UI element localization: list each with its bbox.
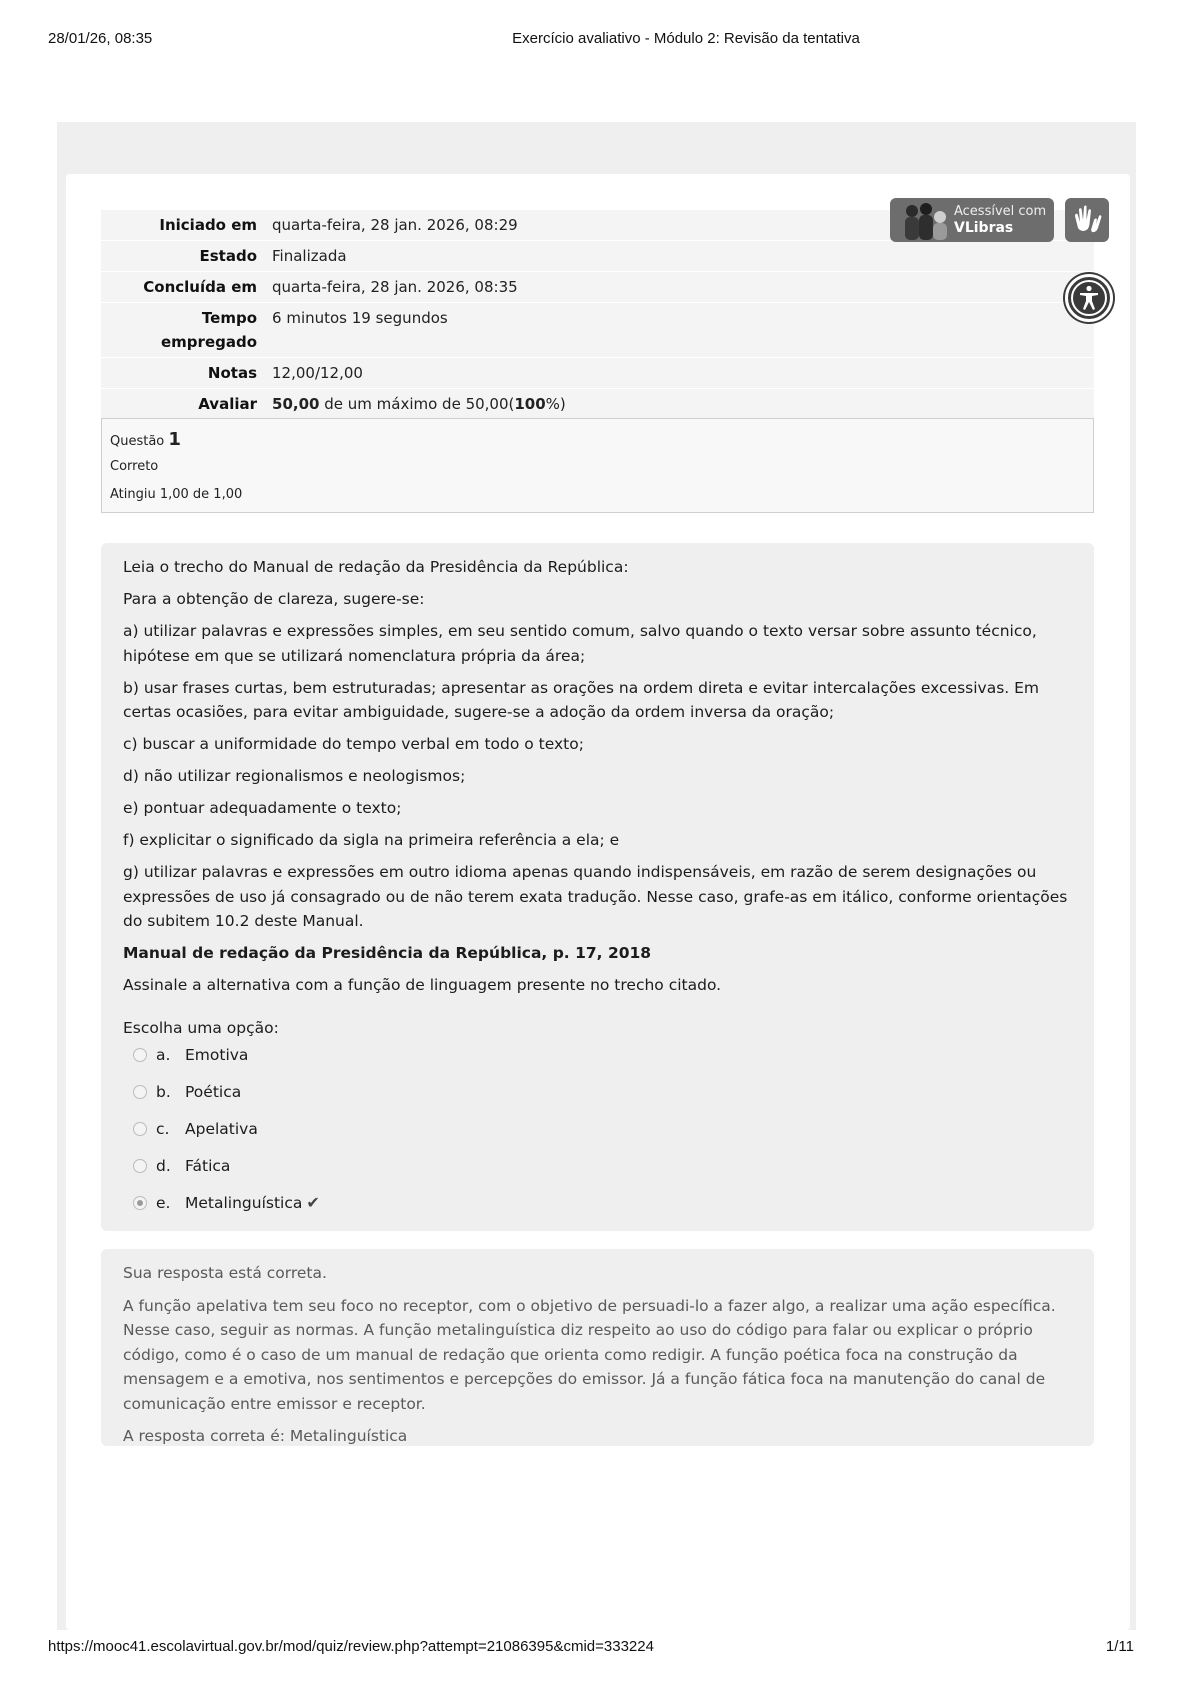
summary-row-grade <box>101 389 1094 420</box>
summary-key: Notas <box>101 358 264 389</box>
print-title: Exercício avaliativo - Módulo 2: Revisão da tentativa <box>512 30 860 47</box>
option-label: Poética <box>185 1082 242 1101</box>
vlibras-button[interactable] <box>890 198 1054 242</box>
option-letter: c. <box>156 1119 170 1138</box>
accessibility-icon <box>1068 277 1110 319</box>
option-b[interactable] <box>123 1077 1072 1114</box>
option-radio[interactable] <box>133 1159 147 1173</box>
summary-key: Concluída em <box>101 272 264 303</box>
vlibras-line1: Acessível com <box>954 204 1047 219</box>
question-paragraph: b) usar frases curtas, bem estruturadas; apresentar as orações na ordem direta e evitar intercalações excessivas. Em certas ocasiões, para evitar ambiguidade, sugere-se a adoção da ordem inversa da oração; <box>123 678 1040 721</box>
option-radio[interactable] <box>133 1048 147 1062</box>
option-radio[interactable] <box>133 1122 147 1136</box>
question-status: Correto <box>110 459 159 474</box>
summary-row <box>101 358 1094 389</box>
feedback-answer: A resposta correta é: Metalinguística <box>123 1427 408 1445</box>
question-paragraph: Para a obtenção de clareza, sugere-se: <box>123 590 425 608</box>
print-url: https://mooc41.escolavirtual.gov.br/mod/quiz/review.php?attempt=21086395&cmid=333224 <box>48 1638 654 1655</box>
vlibras-line2: VLibras <box>954 220 1014 236</box>
grade-value <box>264 389 1094 420</box>
question-paragraph: Leia o trecho do Manual de redação da Presidência da República: <box>123 558 629 576</box>
question-instruction: Assinale a alternativa com a função de linguagem presente no trecho citado. <box>123 976 722 994</box>
question-paragraph: f) explicitar o significado da sigla na primeira referência a ela; e <box>123 831 620 849</box>
option-d[interactable] <box>123 1151 1072 1188</box>
question-paragraph: e) pontuar adequadamente o texto; <box>123 799 402 817</box>
summary-row <box>101 241 1094 272</box>
summary-value: Finalizada <box>264 241 1094 272</box>
question-text-box <box>101 543 1094 1231</box>
question-paragraph: g) utilizar palavras e expressões em outro idioma apenas quando indispensáveis, em razão de serem designações ou expressões de uso já consagrado ou de não terem exata tradução. Nesse caso, grafe-as em itálico, conforme orientações do subitem 10.2 deste Manual. <box>123 863 1068 930</box>
question-source: Manual de redação da Presidência da República, p. 17, 2018 <box>123 944 652 962</box>
accessibility-button[interactable] <box>1065 274 1113 322</box>
option-a[interactable] <box>123 1040 1072 1077</box>
option-label: Metalinguística <box>185 1193 303 1212</box>
question-paragraph: c) buscar a uniformidade do tempo verbal em todo o texto; <box>123 735 584 753</box>
feedback-status: Sua resposta está correta. <box>123 1264 327 1282</box>
summary-value: quarta-feira, 28 jan. 2026, 08:29 <box>264 210 1094 241</box>
option-radio-selected[interactable] <box>133 1196 147 1210</box>
answer-options <box>123 1040 1072 1225</box>
print-footer <box>48 1638 1144 1660</box>
grade-percent: 100 <box>514 395 546 413</box>
question-paragraph: a) utilizar palavras e expressões simples, em seu sentido comum, salvo quando o texto versar sobre assunto técnico, hipótese em que se utilizará nomenclatura própria da área; <box>123 622 1037 665</box>
option-label-wrap <box>185 1189 320 1217</box>
option-c[interactable] <box>123 1114 1072 1151</box>
feedback-explanation: A função apelativa tem seu foco no receptor, com o objetivo de persuadi-lo a fazer algo, a realizar uma ação específica. Nesse caso, seguir as normas. A função metalinguística diz respeito ao uso do código para falar ou explicar o próprio código, como é o caso de um manual de redação que orienta como redigir. A função poética foca na construção da mensagem e a emotiva, nos sentimentos e percepções do emissor. Já a função fática foca na manutenção do canal de comunicação entre emissor e receptor. <box>123 1296 1056 1413</box>
option-e[interactable] <box>123 1188 1072 1225</box>
grade-score: 50,00 <box>272 395 320 413</box>
question-grade: Atingiu 1,00 de 1,00 <box>110 487 243 502</box>
print-header <box>48 30 1144 52</box>
summary-value: 12,00/12,00 <box>264 358 1094 389</box>
question-paragraph: d) não utilizar regionalismos e neologismos; <box>123 767 466 785</box>
summary-key: Estado <box>101 241 264 272</box>
summary-key: Tempo empregado <box>101 303 264 358</box>
question-number-value: 1 <box>168 429 181 450</box>
summary-key: Iniciado em <box>101 210 264 241</box>
option-label: Fática <box>185 1156 231 1175</box>
print-date: 28/01/26, 08:35 <box>48 30 153 47</box>
print-page-number: 1/11 <box>1105 1638 1134 1655</box>
option-label: Apelativa <box>185 1119 258 1138</box>
hands-icon <box>1065 198 1109 242</box>
summary-row <box>101 272 1094 303</box>
question-number <box>110 429 181 450</box>
question-info <box>101 418 1094 513</box>
vlibras-hands-button[interactable] <box>1065 198 1109 242</box>
vlibras-avatars-icon <box>900 202 952 240</box>
option-letter: b. <box>156 1082 171 1101</box>
grade-middle: de um máximo de 50,00( <box>319 395 515 413</box>
summary-row <box>101 303 1094 358</box>
option-letter: e. <box>156 1193 171 1212</box>
grade-end: %) <box>545 395 566 413</box>
option-label: Emotiva <box>185 1045 249 1064</box>
grade-key: Avaliar <box>101 389 264 420</box>
summary-value: quarta-feira, 28 jan. 2026, 08:35 <box>264 272 1094 303</box>
option-letter: a. <box>156 1045 171 1064</box>
feedback-box <box>101 1249 1094 1446</box>
summary-value: 6 minutos 19 segundos <box>264 303 1094 358</box>
option-letter: d. <box>156 1156 171 1175</box>
check-icon: ✔ <box>306 1192 320 1212</box>
question-label: Questão <box>110 434 165 449</box>
choose-prompt: Escolha uma opção: <box>123 1018 279 1037</box>
option-radio[interactable] <box>133 1085 147 1099</box>
